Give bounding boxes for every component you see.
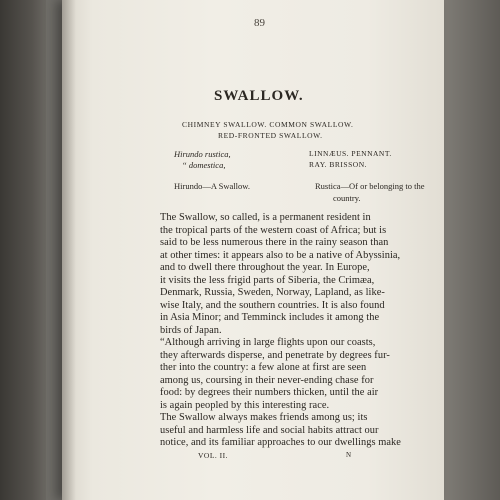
- body-line: wise Italy, and the southern countries. It is also found: [160, 299, 385, 311]
- body-line: food: by degrees their numbers thicken, until the air: [160, 387, 379, 398]
- volume-label: VOL. II.: [198, 451, 229, 460]
- body-line: The Swallow always makes friends among us; its: [160, 412, 368, 423]
- etymology-right-continued: country.: [333, 193, 361, 203]
- body-line: and to dwell there throughout the year. In Europe,: [160, 262, 370, 273]
- synonyms-line-1: CHIMNEY SWALLOW. COMMON SWALLOW.: [182, 120, 354, 129]
- synonyms-line-2: RED-FRONTED SWALLOW.: [218, 131, 323, 140]
- page-gutter-shade: [62, 0, 76, 500]
- body-line: useful and harmless life and social habits attract our: [160, 424, 379, 436]
- scientific-authors-2: RAY. BRISSON.: [309, 160, 367, 169]
- body-line: ther into the country: a few alone at first are seen: [160, 362, 367, 373]
- body-line: “Although arriving in large flights upon our coasts,: [160, 337, 376, 348]
- background-right: [442, 0, 500, 500]
- body-line: at other times: it appears also to be a native of Abyssinia,: [160, 249, 401, 261]
- body-line: The Swallow, so called, is a permanent resident in: [160, 212, 371, 223]
- page-title: SWALLOW.: [214, 88, 304, 104]
- book-page: [62, 0, 444, 500]
- body-line: they afterwards disperse, and penetrate by degrees fur-: [160, 349, 390, 361]
- body-line: birds of Japan.: [160, 324, 222, 336]
- body-line: notice, and its familiar approaches to our dwellings make: [160, 437, 401, 448]
- body-line: the tropical parts of the western coast of Africa; but is: [160, 224, 387, 236]
- page-number: 89: [254, 17, 265, 29]
- scientific-name-1: Hirundo rustica,: [174, 149, 231, 159]
- body-line: it visits the less frigid parts of Siberia, the Crimæa,: [160, 274, 375, 286]
- body-line: is again peopled by this interesting race.: [160, 399, 330, 411]
- etymology-left: Hirundo—A Swallow.: [174, 181, 250, 191]
- body-line: Denmark, Russia, Sweden, Norway, Lapland, as like-: [160, 287, 385, 298]
- scientific-authors-1: LINNÆUS. PENNANT.: [309, 149, 392, 158]
- signature-mark: N: [346, 451, 352, 459]
- scientific-name-2: “ domestica,: [182, 160, 226, 170]
- body-line: among us, coursing in their never-ending chase for: [160, 374, 374, 386]
- book-shadow-left: [0, 0, 46, 500]
- body-line: said to be less numerous there in the rainy season than: [160, 237, 389, 248]
- body-line: in Asia Minor; and Temminck includes it among the: [160, 312, 380, 323]
- etymology-right: Rustica—Of or belonging to the: [315, 181, 425, 191]
